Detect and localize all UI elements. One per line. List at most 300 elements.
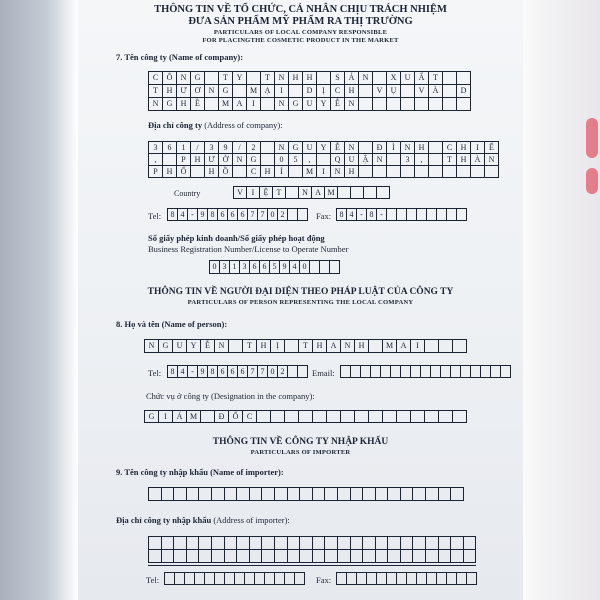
license-grid[interactable] — [209, 260, 340, 274]
char-box[interactable] — [437, 209, 447, 221]
importer-fax-grid[interactable] — [336, 572, 477, 585]
char-box[interactable] — [413, 537, 426, 550]
char-box[interactable]: , — [303, 154, 317, 166]
char-box[interactable]: N — [149, 98, 163, 111]
char-box[interactable] — [453, 340, 467, 353]
char-box[interactable]: Ả — [345, 72, 359, 85]
char-box[interactable] — [351, 366, 361, 378]
char-box[interactable] — [369, 411, 383, 423]
char-box[interactable] — [387, 209, 397, 221]
char-box[interactable]: / — [233, 142, 247, 154]
char-box[interactable] — [388, 550, 401, 563]
char-box[interactable] — [439, 550, 452, 563]
char-box[interactable] — [174, 488, 187, 501]
char-box[interactable] — [225, 537, 238, 550]
char-box[interactable]: G — [159, 340, 173, 353]
char-box[interactable]: G — [247, 154, 261, 166]
char-box[interactable]: M — [247, 85, 261, 98]
char-box[interactable]: I — [275, 85, 289, 98]
char-box[interactable]: 3 — [240, 261, 250, 274]
char-box[interactable]: N — [359, 72, 373, 85]
char-box[interactable]: H — [457, 142, 471, 154]
char-box[interactable]: Ơ — [191, 85, 205, 98]
importer-name-grid[interactable] — [148, 487, 464, 501]
char-box[interactable] — [426, 550, 439, 563]
char-box[interactable]: T — [219, 72, 233, 85]
char-box[interactable] — [347, 573, 357, 585]
char-box[interactable] — [364, 187, 377, 199]
char-box[interactable]: 1 — [177, 142, 191, 154]
char-box[interactable] — [501, 366, 511, 378]
char-box[interactable]: Ư — [177, 85, 191, 98]
char-box[interactable] — [429, 154, 443, 166]
char-box[interactable]: , — [415, 154, 429, 166]
char-box[interactable] — [212, 488, 225, 501]
char-box[interactable]: P — [149, 166, 163, 178]
char-box[interactable] — [205, 573, 215, 585]
char-box[interactable] — [427, 209, 437, 221]
company-tel-grid[interactable] — [167, 208, 308, 221]
char-box[interactable] — [351, 550, 364, 563]
char-box[interactable]: 6 — [218, 209, 228, 221]
char-box[interactable] — [401, 166, 415, 178]
char-box[interactable]: I — [247, 98, 261, 111]
char-box[interactable]: I — [471, 142, 485, 154]
char-box[interactable]: A — [233, 98, 247, 111]
char-box[interactable]: M — [187, 411, 201, 423]
char-box[interactable] — [351, 488, 364, 501]
char-box[interactable] — [427, 573, 437, 585]
char-box[interactable] — [313, 537, 326, 550]
char-box[interactable]: P — [177, 154, 191, 166]
char-box[interactable]: M — [325, 187, 338, 199]
char-box[interactable] — [481, 366, 491, 378]
char-box[interactable]: I — [247, 187, 260, 199]
char-box[interactable] — [199, 550, 212, 563]
char-box[interactable] — [443, 98, 457, 111]
char-box[interactable]: I — [159, 411, 173, 423]
char-box[interactable] — [485, 166, 499, 178]
char-box[interactable] — [388, 488, 401, 501]
char-box[interactable]: 4 — [178, 209, 188, 221]
char-box[interactable]: 3 — [205, 142, 219, 154]
char-box[interactable] — [373, 166, 387, 178]
char-box[interactable] — [300, 488, 313, 501]
char-box[interactable] — [289, 85, 303, 98]
char-box[interactable] — [439, 537, 452, 550]
char-box[interactable] — [299, 411, 313, 423]
char-box[interactable] — [471, 366, 481, 378]
char-box[interactable]: 8 — [208, 366, 218, 378]
char-box[interactable]: 6 — [238, 209, 248, 221]
char-box[interactable]: H — [191, 154, 205, 166]
char-box[interactable]: N — [345, 142, 359, 154]
char-box[interactable]: 0 — [268, 209, 278, 221]
char-box[interactable]: Q — [331, 154, 345, 166]
char-box[interactable]: - — [188, 366, 198, 378]
char-box[interactable] — [275, 488, 288, 501]
char-box[interactable]: Y — [317, 98, 331, 111]
char-box[interactable]: Đ — [373, 142, 387, 154]
char-box[interactable]: 5 — [270, 261, 280, 274]
char-box[interactable] — [191, 166, 205, 178]
char-box[interactable]: A — [312, 187, 325, 199]
char-box[interactable]: C — [247, 166, 261, 178]
char-box[interactable] — [174, 550, 187, 563]
char-box[interactable]: T — [443, 154, 457, 166]
company-name-grid[interactable] — [148, 71, 471, 111]
char-box[interactable]: Ờ — [219, 154, 233, 166]
char-box[interactable] — [397, 411, 411, 423]
char-box[interactable]: 6 — [163, 142, 177, 154]
char-box[interactable]: 0 — [300, 261, 310, 274]
char-box[interactable] — [367, 573, 377, 585]
char-box[interactable] — [457, 573, 467, 585]
char-box[interactable] — [285, 411, 299, 423]
char-box[interactable] — [265, 573, 275, 585]
char-box[interactable]: Ố — [229, 411, 243, 423]
char-box[interactable] — [163, 154, 177, 166]
char-box[interactable] — [317, 154, 331, 166]
char-box[interactable] — [443, 166, 457, 178]
char-box[interactable]: T — [429, 72, 443, 85]
char-box[interactable] — [439, 411, 453, 423]
char-box[interactable]: Ô — [163, 72, 177, 85]
char-box[interactable] — [376, 488, 389, 501]
char-box[interactable]: 2 — [278, 366, 288, 378]
char-box[interactable] — [451, 366, 461, 378]
char-box[interactable] — [327, 411, 341, 423]
char-box[interactable] — [262, 537, 275, 550]
char-box[interactable]: Ị — [317, 85, 331, 98]
char-box[interactable]: , — [149, 154, 163, 166]
char-box[interactable] — [317, 72, 331, 85]
char-box[interactable] — [199, 537, 212, 550]
char-box[interactable] — [310, 261, 320, 274]
char-box[interactable] — [377, 573, 387, 585]
char-box[interactable]: N — [177, 72, 191, 85]
char-box[interactable] — [464, 550, 477, 563]
person-name-grid[interactable] — [144, 339, 467, 353]
char-box[interactable] — [262, 550, 275, 563]
char-box[interactable] — [289, 166, 303, 178]
char-box[interactable] — [295, 573, 305, 585]
char-box[interactable] — [491, 366, 501, 378]
importer-address-grid[interactable] — [148, 536, 476, 563]
char-box[interactable]: Ư — [205, 154, 219, 166]
char-box[interactable] — [288, 488, 301, 501]
char-box[interactable]: Y — [187, 340, 201, 353]
char-box[interactable]: 6 — [228, 209, 238, 221]
char-box[interactable] — [187, 550, 200, 563]
char-box[interactable]: T — [299, 340, 313, 353]
char-box[interactable] — [355, 411, 369, 423]
char-box[interactable]: 9 — [198, 209, 208, 221]
person-tel-grid[interactable] — [167, 365, 308, 378]
char-box[interactable] — [288, 537, 301, 550]
char-box[interactable]: - — [188, 209, 198, 221]
char-box[interactable]: 7 — [248, 209, 258, 221]
char-box[interactable] — [426, 488, 439, 501]
char-box[interactable] — [149, 537, 162, 550]
char-box[interactable] — [439, 488, 452, 501]
char-box[interactable]: Ạ — [261, 85, 275, 98]
char-box[interactable] — [411, 411, 425, 423]
char-box[interactable]: M — [303, 166, 317, 178]
char-box[interactable]: 6 — [238, 366, 248, 378]
char-box[interactable] — [447, 209, 457, 221]
char-box[interactable] — [471, 166, 485, 178]
char-box[interactable] — [451, 550, 464, 563]
char-box[interactable]: Y — [317, 142, 331, 154]
char-box[interactable] — [149, 488, 162, 501]
char-box[interactable] — [338, 488, 351, 501]
char-box[interactable] — [373, 98, 387, 111]
char-box[interactable]: N — [341, 340, 355, 353]
char-box[interactable]: 7 — [248, 366, 258, 378]
char-box[interactable]: 0 — [268, 366, 278, 378]
char-box[interactable] — [285, 573, 295, 585]
char-box[interactable] — [237, 550, 250, 563]
char-box[interactable] — [373, 72, 387, 85]
char-box[interactable]: H — [313, 340, 327, 353]
char-box[interactable] — [351, 537, 364, 550]
char-box[interactable]: N — [345, 98, 359, 111]
char-box[interactable] — [212, 550, 225, 563]
char-box[interactable] — [205, 98, 219, 111]
char-box[interactable] — [401, 550, 414, 563]
char-box[interactable] — [313, 550, 326, 563]
char-box[interactable] — [415, 166, 429, 178]
char-box[interactable]: N — [215, 340, 229, 353]
char-box[interactable]: C — [443, 142, 457, 154]
char-box[interactable]: M — [219, 98, 233, 111]
char-box[interactable]: V — [373, 85, 387, 98]
char-box[interactable]: 6 — [250, 261, 260, 274]
char-box[interactable]: 6 — [228, 366, 238, 378]
char-box[interactable] — [271, 411, 285, 423]
char-box[interactable]: D — [303, 85, 317, 98]
char-box[interactable]: N — [275, 142, 289, 154]
char-box[interactable] — [195, 573, 205, 585]
char-box[interactable] — [388, 537, 401, 550]
char-box[interactable]: G — [289, 98, 303, 111]
char-box[interactable]: U — [401, 72, 415, 85]
char-box[interactable]: N — [485, 154, 499, 166]
char-box[interactable] — [443, 85, 457, 98]
char-box[interactable] — [286, 187, 299, 199]
char-box[interactable]: 9 — [219, 142, 233, 154]
char-box[interactable] — [175, 573, 185, 585]
char-box[interactable]: Ấ — [415, 72, 429, 85]
char-box[interactable]: 8 — [367, 209, 377, 221]
char-box[interactable]: C — [331, 85, 345, 98]
company-address-grid[interactable] — [148, 141, 499, 178]
char-box[interactable] — [275, 550, 288, 563]
char-box[interactable] — [250, 488, 263, 501]
char-box[interactable] — [363, 537, 376, 550]
char-box[interactable] — [447, 573, 457, 585]
char-box[interactable] — [250, 537, 263, 550]
designation-grid[interactable] — [144, 410, 467, 423]
char-box[interactable]: N — [373, 154, 387, 166]
char-box[interactable] — [341, 366, 351, 378]
char-box[interactable]: 8 — [168, 209, 178, 221]
char-box[interactable] — [464, 537, 477, 550]
char-box[interactable]: 4 — [290, 261, 300, 274]
char-box[interactable]: 7 — [258, 366, 268, 378]
char-box[interactable]: A — [397, 340, 411, 353]
char-box[interactable] — [185, 573, 195, 585]
char-box[interactable] — [359, 98, 373, 111]
char-box[interactable]: À — [429, 85, 443, 98]
char-box[interactable] — [174, 537, 187, 550]
char-box[interactable] — [229, 340, 243, 353]
char-box[interactable]: 8 — [168, 366, 178, 378]
char-box[interactable] — [288, 550, 301, 563]
char-box[interactable]: 2 — [247, 142, 261, 154]
char-box[interactable]: 4 — [178, 366, 188, 378]
char-box[interactable] — [461, 366, 471, 378]
char-box[interactable]: 9 — [198, 366, 208, 378]
char-box[interactable]: H — [177, 98, 191, 111]
char-box[interactable]: - — [377, 209, 387, 221]
char-box[interactable] — [457, 72, 471, 85]
char-box[interactable]: H — [289, 72, 303, 85]
char-box[interactable]: H — [163, 166, 177, 178]
country-grid[interactable] — [233, 186, 390, 199]
person-email-grid[interactable] — [340, 365, 511, 378]
char-box[interactable]: D — [457, 85, 471, 98]
char-box[interactable] — [387, 573, 397, 585]
char-box[interactable]: N — [205, 85, 219, 98]
char-box[interactable]: C — [149, 72, 163, 85]
char-box[interactable] — [275, 573, 285, 585]
char-box[interactable]: 9 — [280, 261, 290, 274]
char-box[interactable] — [162, 537, 175, 550]
char-box[interactable] — [381, 366, 391, 378]
char-box[interactable]: Ệ — [260, 187, 273, 199]
char-box[interactable] — [376, 537, 389, 550]
char-box[interactable] — [285, 340, 299, 353]
char-box[interactable] — [257, 411, 271, 423]
char-box[interactable] — [201, 411, 215, 423]
char-box[interactable] — [225, 550, 238, 563]
char-box[interactable]: Ụ — [387, 85, 401, 98]
char-box[interactable] — [237, 537, 250, 550]
char-box[interactable]: Đ — [215, 411, 229, 423]
char-box[interactable]: H — [257, 340, 271, 353]
char-box[interactable] — [261, 98, 275, 111]
char-box[interactable] — [369, 340, 383, 353]
char-box[interactable] — [300, 550, 313, 563]
char-box[interactable] — [275, 537, 288, 550]
char-box[interactable]: I — [411, 340, 425, 353]
char-box[interactable]: 7 — [258, 209, 268, 221]
char-box[interactable]: Ề — [191, 98, 205, 111]
char-box[interactable]: N — [275, 98, 289, 111]
char-box[interactable]: 3 — [220, 261, 230, 274]
char-box[interactable] — [162, 488, 175, 501]
char-box[interactable]: G — [163, 98, 177, 111]
char-box[interactable] — [313, 411, 327, 423]
char-box[interactable]: Ố — [177, 166, 191, 178]
char-box[interactable] — [165, 573, 175, 585]
char-box[interactable] — [225, 573, 235, 585]
char-box[interactable] — [359, 142, 373, 154]
char-box[interactable] — [443, 72, 457, 85]
char-box[interactable] — [387, 166, 401, 178]
char-box[interactable]: U — [303, 142, 317, 154]
char-box[interactable]: G — [219, 85, 233, 98]
char-box[interactable] — [417, 573, 427, 585]
char-box[interactable]: H — [457, 154, 471, 166]
char-box[interactable] — [361, 366, 371, 378]
char-box[interactable]: H — [355, 340, 369, 353]
char-box[interactable] — [407, 573, 417, 585]
char-box[interactable] — [441, 366, 451, 378]
char-box[interactable] — [467, 573, 477, 585]
char-box[interactable] — [261, 154, 275, 166]
char-box[interactable]: V — [415, 85, 429, 98]
char-box[interactable] — [255, 573, 265, 585]
char-box[interactable] — [457, 209, 467, 221]
char-box[interactable] — [363, 488, 376, 501]
char-box[interactable] — [357, 573, 367, 585]
char-box[interactable] — [233, 85, 247, 98]
char-box[interactable]: Í — [275, 166, 289, 178]
char-box[interactable]: N — [233, 154, 247, 166]
char-box[interactable]: H — [345, 85, 359, 98]
char-box[interactable]: N — [331, 166, 345, 178]
char-box[interactable] — [250, 550, 263, 563]
char-box[interactable] — [457, 166, 471, 178]
company-fax-grid[interactable] — [336, 208, 467, 221]
char-box[interactable]: Ễ — [201, 340, 215, 353]
char-box[interactable] — [300, 537, 313, 550]
char-box[interactable]: X — [387, 72, 401, 85]
char-box[interactable]: - — [357, 209, 367, 221]
char-box[interactable]: N — [275, 72, 289, 85]
char-box[interactable] — [325, 550, 338, 563]
char-box[interactable]: N — [401, 142, 415, 154]
char-box[interactable]: T — [149, 85, 163, 98]
char-box[interactable] — [338, 187, 351, 199]
char-box[interactable]: Ồ — [219, 166, 233, 178]
char-box[interactable] — [391, 366, 401, 378]
char-box[interactable]: Á — [173, 411, 187, 423]
char-box[interactable]: H — [163, 85, 177, 98]
char-box[interactable] — [363, 550, 376, 563]
char-box[interactable] — [387, 98, 401, 111]
char-box[interactable] — [431, 366, 441, 378]
char-box[interactable]: Ậ — [359, 154, 373, 166]
char-box[interactable]: 3 — [401, 154, 415, 166]
char-box[interactable] — [453, 411, 467, 423]
char-box[interactable] — [212, 537, 225, 550]
char-box[interactable]: H — [415, 142, 429, 154]
char-box[interactable] — [162, 550, 175, 563]
char-box[interactable] — [429, 166, 443, 178]
char-box[interactable] — [298, 366, 308, 378]
char-box[interactable] — [401, 98, 415, 111]
char-box[interactable]: H — [345, 166, 359, 178]
char-box[interactable]: G — [145, 411, 159, 423]
char-box[interactable] — [199, 488, 212, 501]
char-box[interactable] — [451, 488, 464, 501]
char-box[interactable] — [377, 187, 390, 199]
char-box[interactable] — [413, 488, 426, 501]
